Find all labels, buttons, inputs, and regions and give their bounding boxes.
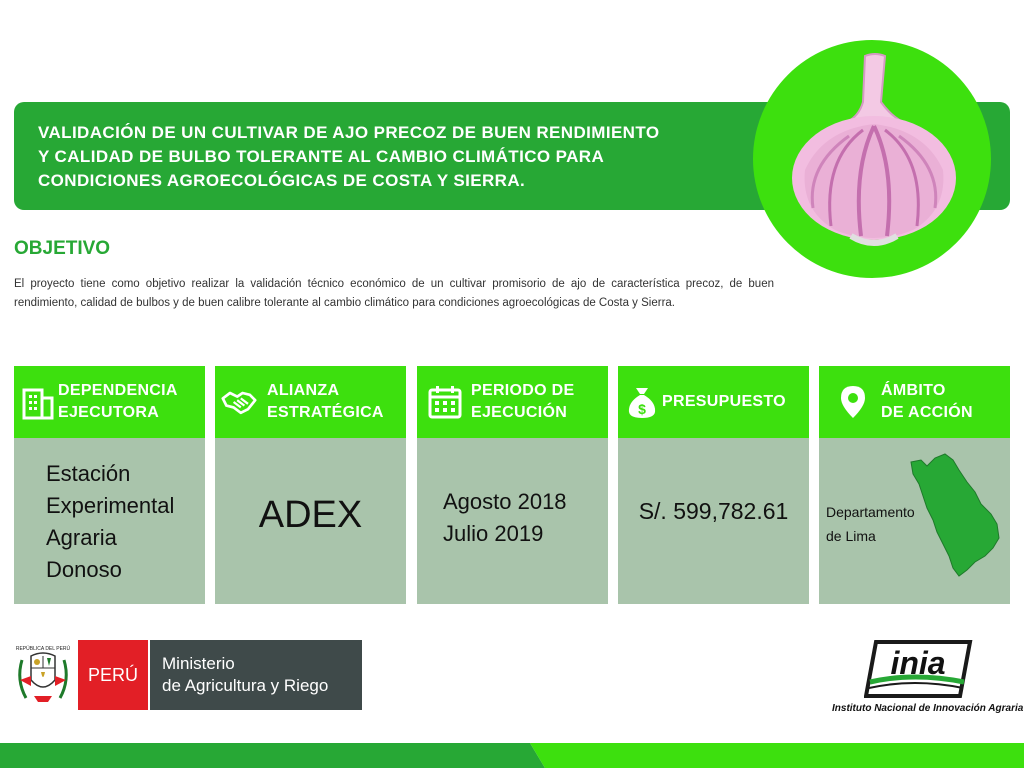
bottom-decoration	[0, 743, 1024, 768]
calendar-icon	[427, 384, 463, 420]
svg-text:REPÚBLICA DEL PERÚ: REPÚBLICA DEL PERÚ	[15, 646, 71, 652]
peru-logo: PERÚ	[78, 640, 148, 710]
title-line-3: CONDICIONES AGROECOLÓGICAS DE COSTA Y SIERRA.	[38, 171, 526, 190]
objective-text: El proyecto tiene como objetivo realizar la validación técnico económico de un cultivar promisorio de ajo de característica precoz, de buen rendimiento, calidad de bulbos y de buen calibre tolerante al cambio climático para condiciones agroecológicas de Costa y Sierra.	[14, 278, 774, 309]
card-header	[618, 366, 809, 438]
inia-full-name: Instituto Nacional de Innovación Agraria	[832, 703, 1024, 714]
card-header	[819, 366, 1010, 438]
building-icon	[20, 384, 56, 420]
card-presupuesto	[618, 366, 809, 604]
handshake-icon	[221, 384, 257, 420]
garlic-image	[753, 40, 991, 278]
title-line-1: VALIDACIÓN DE UN CULTIVAR DE AJO PRECOZ DE BUEN RENDIMIENTO	[38, 123, 660, 142]
svg-text:$: $	[638, 401, 646, 417]
card-label: DEPENDENCIA EJECUTORA	[58, 382, 178, 421]
card-periodo	[417, 366, 608, 604]
presupuesto-value: S/. 599,782.61	[638, 498, 789, 524]
money-bag-icon	[624, 384, 660, 420]
card-label: ALIANZA ESTRATÉGICA	[267, 382, 384, 421]
card-label: ÁMBITO DE ACCIÓN	[881, 382, 973, 421]
svg-text:inia: inia	[890, 645, 946, 681]
card-header	[14, 366, 205, 438]
card-body	[215, 438, 406, 604]
ministry-logo: Ministerio de Agricultura y Riego	[150, 640, 362, 710]
dependencia-value: Estación Experimental Agraria Donoso	[46, 461, 175, 582]
title-line-2: Y CALIDAD DE BULBO TOLERANTE AL CAMBIO CLIMÁTICO PARA	[38, 147, 605, 166]
card-body	[14, 438, 205, 604]
card-header	[417, 366, 608, 438]
lima-map-icon	[905, 452, 1005, 578]
peru-coat-of-arms	[14, 640, 72, 710]
card-body	[819, 438, 1010, 604]
card-body	[417, 438, 608, 604]
card-body	[618, 438, 809, 604]
alianza-value: ADEX	[258, 494, 363, 536]
card-ambito	[819, 366, 1010, 604]
objective-heading: OBJETIVO	[14, 238, 111, 259]
card-alianza	[215, 366, 406, 604]
card-label: PRESUPUESTO	[662, 393, 786, 410]
card-header	[215, 366, 406, 438]
page-title	[38, 121, 758, 193]
card-dependencia	[14, 366, 205, 604]
ambito-value: Departamento de Lima	[826, 504, 915, 544]
card-label: PERIODO DE EJECUCIÓN	[471, 382, 575, 421]
inia-logo	[864, 638, 974, 700]
location-pin-icon	[835, 384, 871, 420]
garlic-icon	[753, 40, 991, 278]
periodo-value: Agosto 2018 Julio 2019	[443, 489, 567, 546]
